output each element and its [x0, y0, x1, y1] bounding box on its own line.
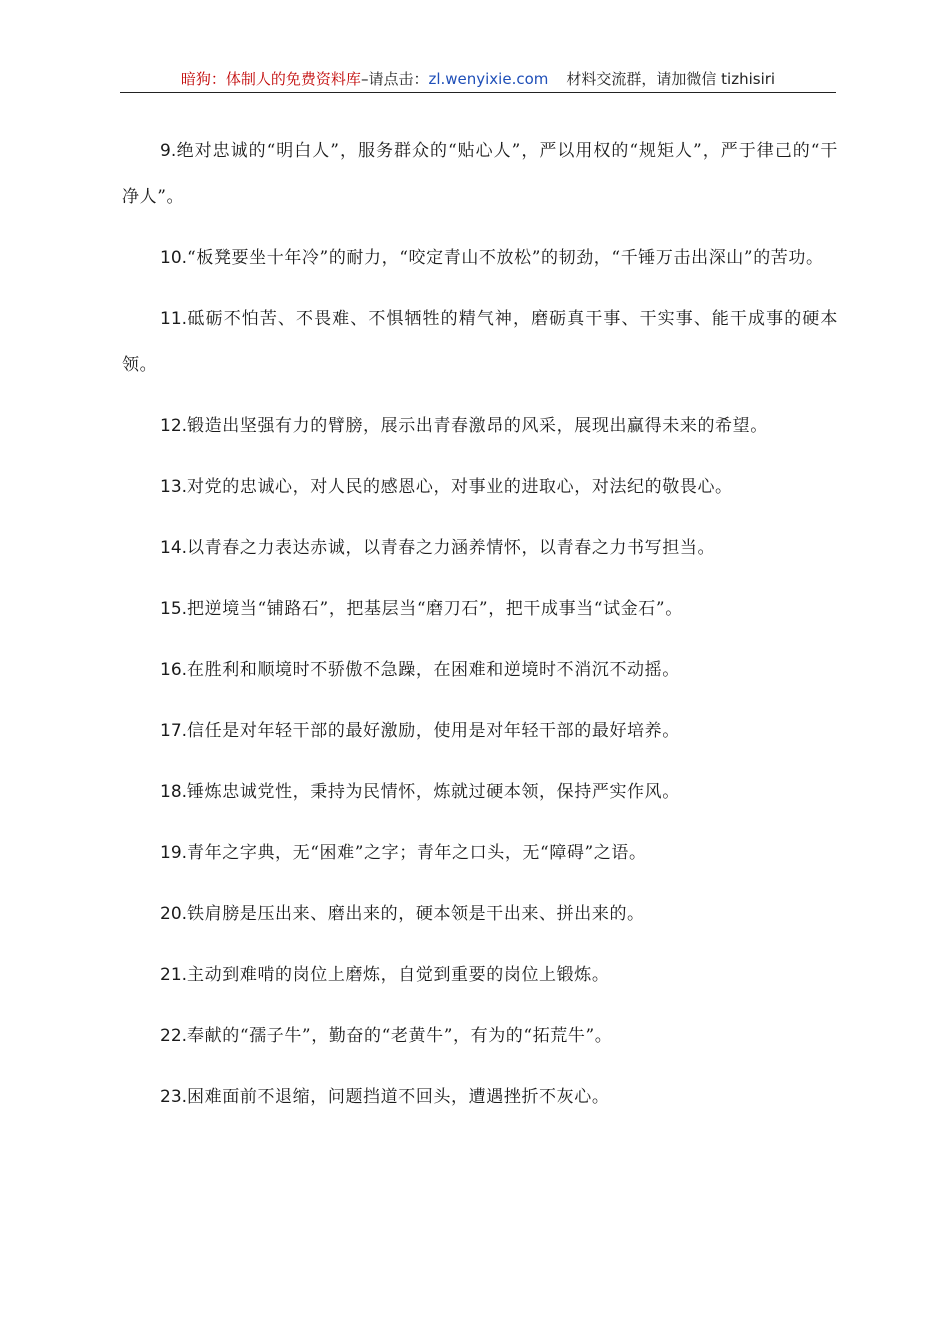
list-item	[122, 647, 838, 693]
header-brand: 暗狗：体制人的免费资料库	[180, 70, 361, 88]
list-item	[122, 708, 838, 754]
list-item	[122, 830, 838, 876]
item-number: 20.	[160, 904, 188, 924]
item-text: 对党的忠诚心，对人民的感恩心，对事业的进取心，对法纪的敬畏心。	[187, 477, 733, 497]
item-number: 14.	[160, 538, 188, 558]
item-text: 以青春之力表达赤诚，以青春之力涵养情怀，以青春之力书写担当。	[187, 538, 716, 558]
list-item	[122, 769, 838, 815]
page-header	[120, 66, 836, 93]
item-number: 10.	[160, 248, 188, 268]
item-text: 青年之字典，无“困难”之字；青年之口头，无“障碍”之语。	[187, 843, 647, 863]
item-text: 在胜利和顺境时不骄傲不急躁，在困难和逆境时不消沉不动摇。	[187, 660, 680, 680]
list-item	[122, 464, 838, 510]
list-item	[122, 1013, 838, 1059]
item-number: 11.	[160, 309, 188, 329]
item-number: 19.	[160, 843, 188, 863]
list-item	[122, 525, 838, 571]
list-item	[122, 235, 838, 281]
item-text: 绝对忠诚的“明白人”，服务群众的“贴心人”，严以用权的“规矩人”，严于律己的“干净人”。	[122, 141, 838, 207]
list-item	[122, 128, 838, 220]
list-item	[122, 296, 838, 388]
header-contact: 材料交流群，请加微信 tizhisiri	[566, 70, 776, 88]
item-text: 砥砺不怕苦、不畏难、不惧牺牲的精气神，磨砺真干事、干实事、能干成事的硬本领。	[122, 309, 838, 375]
item-text: “板凳要坐十年冷”的耐力，“咬定青山不放松”的韧劲，“千锤万击出深山”的苦功。	[187, 248, 824, 268]
header-cta: –请点击：	[360, 70, 429, 88]
item-number: 12.	[160, 416, 188, 436]
item-text: 把逆境当“铺路石”，把基层当“磨刀石”，把干成事当“试金石”。	[187, 599, 683, 619]
document-body	[122, 128, 838, 1135]
item-number: 17.	[160, 721, 188, 741]
item-text: 困难面前不退缩，问题挡道不回头，遭遇挫折不灰心。	[187, 1087, 610, 1107]
item-number: 18.	[160, 782, 188, 802]
item-text: 锻造出坚强有力的臂膀，展示出青春激昂的风采，展现出赢得未来的希望。	[187, 416, 768, 436]
item-text: 奉献的“孺子牛”，勤奋的“老黄牛”，有为的“拓荒牛”。	[187, 1026, 613, 1046]
item-text: 主动到难啃的岗位上磨炼，自觉到重要的岗位上锻炼。	[187, 965, 610, 985]
item-number: 23.	[160, 1087, 188, 1107]
header-url-link[interactable]: zl.wenyixie.com	[428, 70, 549, 88]
item-text: 锤炼忠诚党性，秉持为民情怀，炼就过硬本领，保持严实作风。	[187, 782, 680, 802]
item-number: 22.	[160, 1026, 188, 1046]
item-text: 信任是对年轻干部的最好激励，使用是对年轻干部的最好培养。	[187, 721, 680, 741]
item-number: 13.	[160, 477, 188, 497]
item-number: 9.	[160, 141, 177, 161]
list-item	[122, 403, 838, 449]
item-text: 铁肩膀是压出来、磨出来的，硬本领是干出来、拼出来的。	[187, 904, 645, 924]
list-item	[122, 1074, 838, 1120]
item-number: 21.	[160, 965, 188, 985]
list-item	[122, 952, 838, 998]
item-number: 15.	[160, 599, 188, 619]
list-item	[122, 586, 838, 632]
item-number: 16.	[160, 660, 188, 680]
list-item	[122, 891, 838, 937]
